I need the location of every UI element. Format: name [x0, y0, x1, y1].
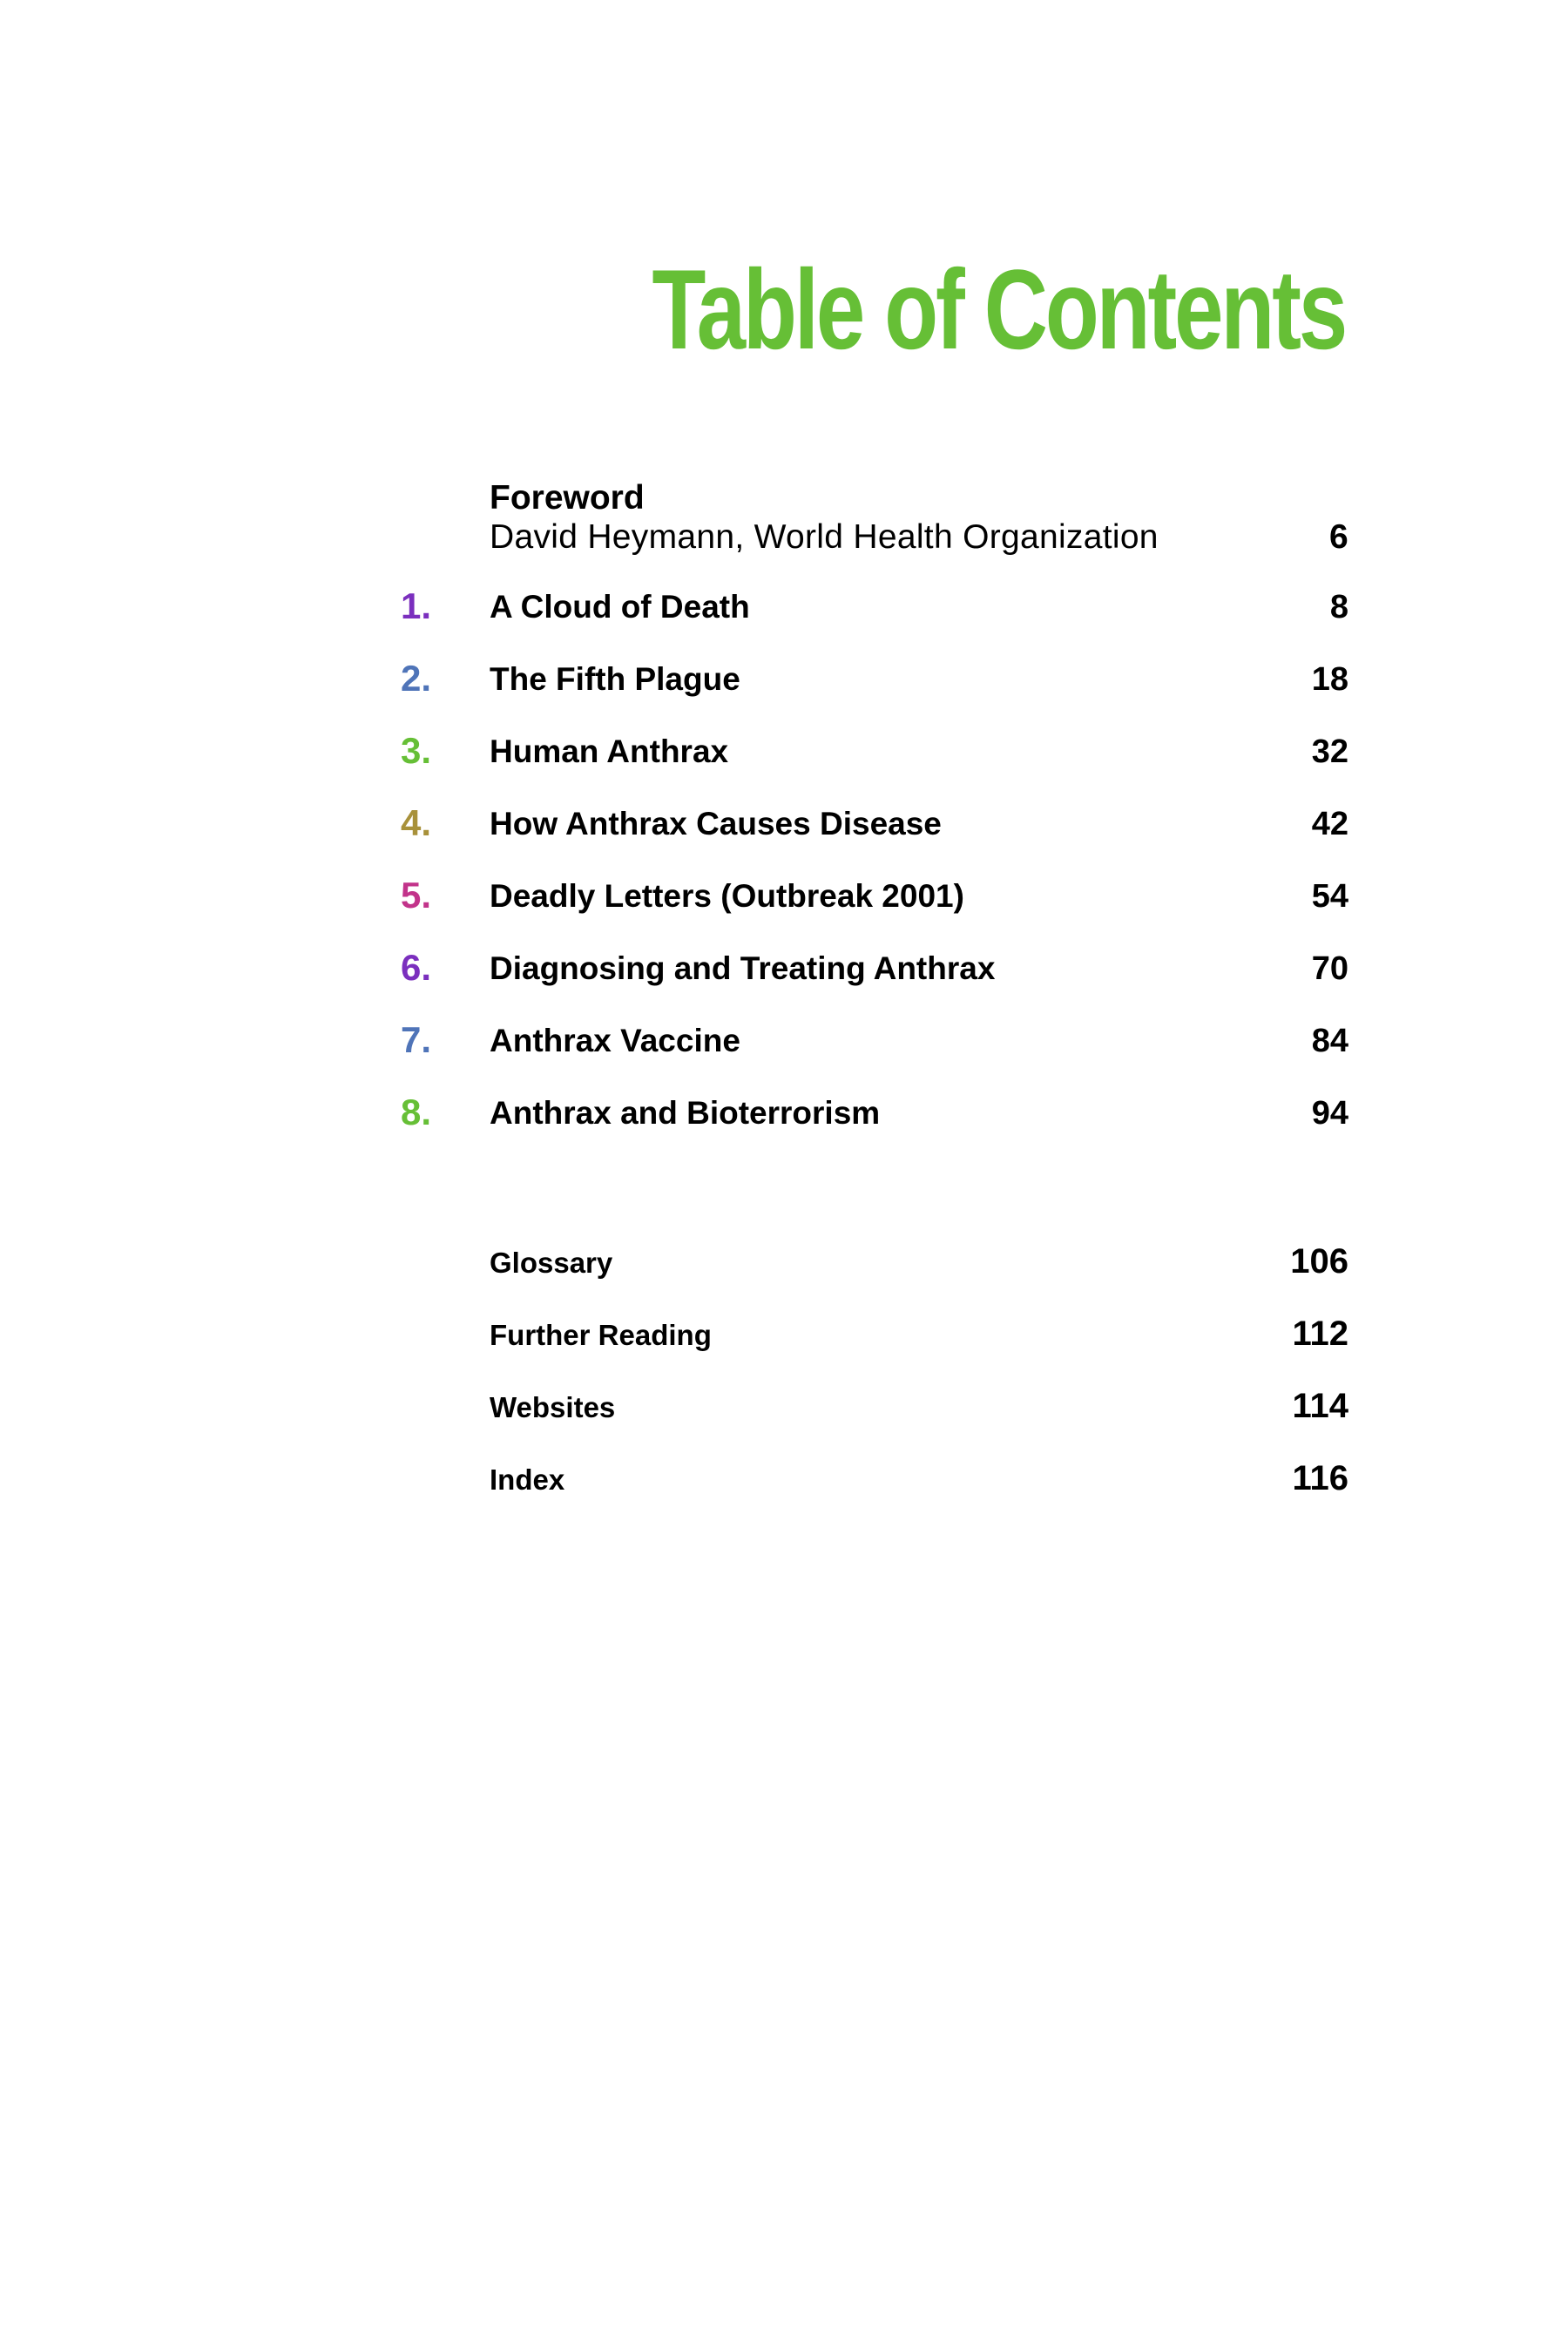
chapter-entry-1[interactable] — [0, 584, 1568, 656]
chapter-number: 6. — [401, 947, 432, 988]
back-matter-entry-further-reading[interactable] — [0, 1311, 1568, 1383]
back-matter-page-number: 112 — [1292, 1315, 1348, 1353]
chapter-page-number: 8 — [1329, 589, 1348, 625]
back-matter-list — [0, 1239, 1568, 1528]
chapter-number: 8. — [401, 1092, 432, 1132]
foreword-label: Foreword — [490, 479, 645, 517]
chapter-page-number: 18 — [1311, 661, 1348, 698]
chapter-title: Deadly Letters (Outbreak 2001) — [490, 878, 964, 914]
chapter-entry-4[interactable] — [0, 801, 1568, 873]
back-matter-entry-glossary[interactable] — [0, 1239, 1568, 1311]
foreword-entry[interactable] — [490, 479, 1348, 558]
back-matter-page-number: 116 — [1292, 1459, 1348, 1497]
chapter-page-number: 54 — [1311, 878, 1348, 915]
chapter-entry-5[interactable] — [0, 873, 1568, 945]
foreword-author: David Heymann, World Health Organization — [490, 518, 1159, 556]
chapter-page-number: 70 — [1311, 950, 1348, 987]
chapter-title: Anthrax Vaccine — [490, 1023, 740, 1058]
back-matter-entry-websites[interactable] — [0, 1383, 1568, 1456]
chapter-entry-6[interactable] — [0, 945, 1568, 1017]
chapter-number: 4. — [401, 802, 432, 843]
back-matter-page-number: 114 — [1292, 1387, 1348, 1425]
page-title: Table of Contents — [652, 246, 1345, 373]
chapter-entry-7[interactable] — [0, 1017, 1568, 1090]
chapter-page-number: 32 — [1311, 733, 1348, 770]
chapter-number: 7. — [401, 1019, 432, 1060]
chapter-title: Diagnosing and Treating Anthrax — [490, 950, 996, 986]
back-matter-title: Glossary — [490, 1247, 613, 1279]
chapter-number: 2. — [401, 658, 432, 699]
chapter-page-number: 84 — [1311, 1023, 1348, 1059]
chapter-title: Human Anthrax — [490, 733, 729, 769]
chapter-entry-3[interactable] — [0, 728, 1568, 801]
chapter-title: A Cloud of Death — [490, 589, 750, 625]
foreword-page-number: 6 — [1329, 518, 1348, 556]
back-matter-page-number: 106 — [1290, 1242, 1348, 1281]
chapter-list — [0, 584, 1568, 1162]
chapter-entry-8[interactable] — [0, 1090, 1568, 1162]
chapter-title: Anthrax and Bioterrorism — [490, 1095, 881, 1131]
chapter-page-number: 94 — [1311, 1095, 1348, 1132]
chapter-number: 1. — [401, 585, 432, 626]
chapter-entry-2[interactable] — [0, 656, 1568, 728]
chapter-title: The Fifth Plague — [490, 661, 740, 697]
back-matter-title: Further Reading — [490, 1319, 712, 1351]
back-matter-title: Index — [490, 1463, 565, 1496]
foreword-line — [490, 517, 1348, 558]
back-matter-entry-index[interactable] — [0, 1456, 1568, 1528]
chapter-page-number: 42 — [1311, 806, 1348, 842]
chapter-number: 5. — [401, 875, 432, 916]
chapter-title: How Anthrax Causes Disease — [490, 806, 942, 841]
chapter-number: 3. — [401, 730, 432, 771]
back-matter-title: Websites — [490, 1391, 616, 1423]
